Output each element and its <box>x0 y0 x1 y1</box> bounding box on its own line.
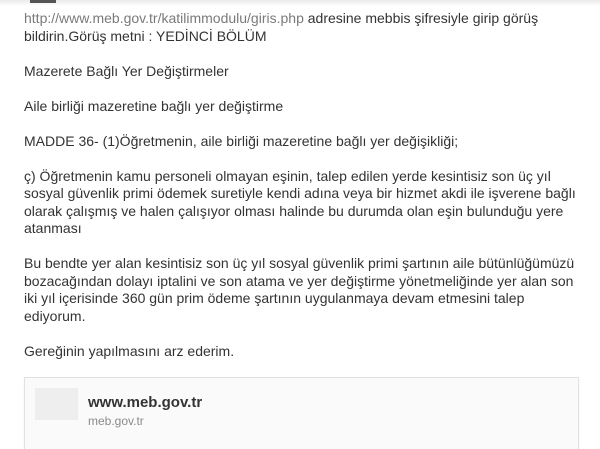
top-edge <box>0 0 600 6</box>
subsection-heading: Aile birliği mazeretine bağlı yer değiştirme <box>24 97 284 114</box>
post-intro <box>24 10 584 45</box>
post-body <box>24 10 584 378</box>
closing-text: Gereğinin yapılmasını arz ederim. <box>24 342 235 359</box>
link-title[interactable]: www.meb.gov.tr <box>88 394 203 411</box>
intro-text: adresine mebbis şifresiyle girip görüş bildirin.Görüş metni : YEDİNCİ BÖLÜM <box>24 10 539 44</box>
section-heading: Mazerete Bağlı Yer Değiştirmeler <box>24 62 229 79</box>
link-domain: meb.gov.tr <box>88 414 144 428</box>
link-thumbnail <box>35 388 78 420</box>
link-preview-card[interactable] <box>24 377 579 449</box>
clause-text: ç) Öğretmenin kamu personeli olmayan eşinin, talep edilen yerde kesintisiz son üç yıl sosyal güvenlik primi ödemek suretiyle kendi adına veya bir hizmet akdi ile işverene bağlı olarak çalışmış ve halen çalışıyor olması halinde bu durumda olan eşin bulunduğu yere atanması <box>24 167 576 236</box>
request-text: Bu bendte yer alan kesintisiz son üç yıl sosyal güvenlik primi şartının aile bütünlüğümüzü bozacağından dolayı iptalini ve son atama ve yer değiştirme yönetmeliğinde yer alan son iki yıl içerisinde 360 gün prim ödeme şartının uygulanmaya devam etmesini talep ediyorum. <box>24 255 575 324</box>
article-text: MADDE 36- (1)Öğretmenin, aile birliği mazeretine bağlı yer değişikliği; <box>24 132 459 149</box>
top-edge-mark <box>30 0 56 3</box>
url-link[interactable]: http://www.meb.gov.tr/katilimmodulu/giris.php <box>24 10 304 26</box>
